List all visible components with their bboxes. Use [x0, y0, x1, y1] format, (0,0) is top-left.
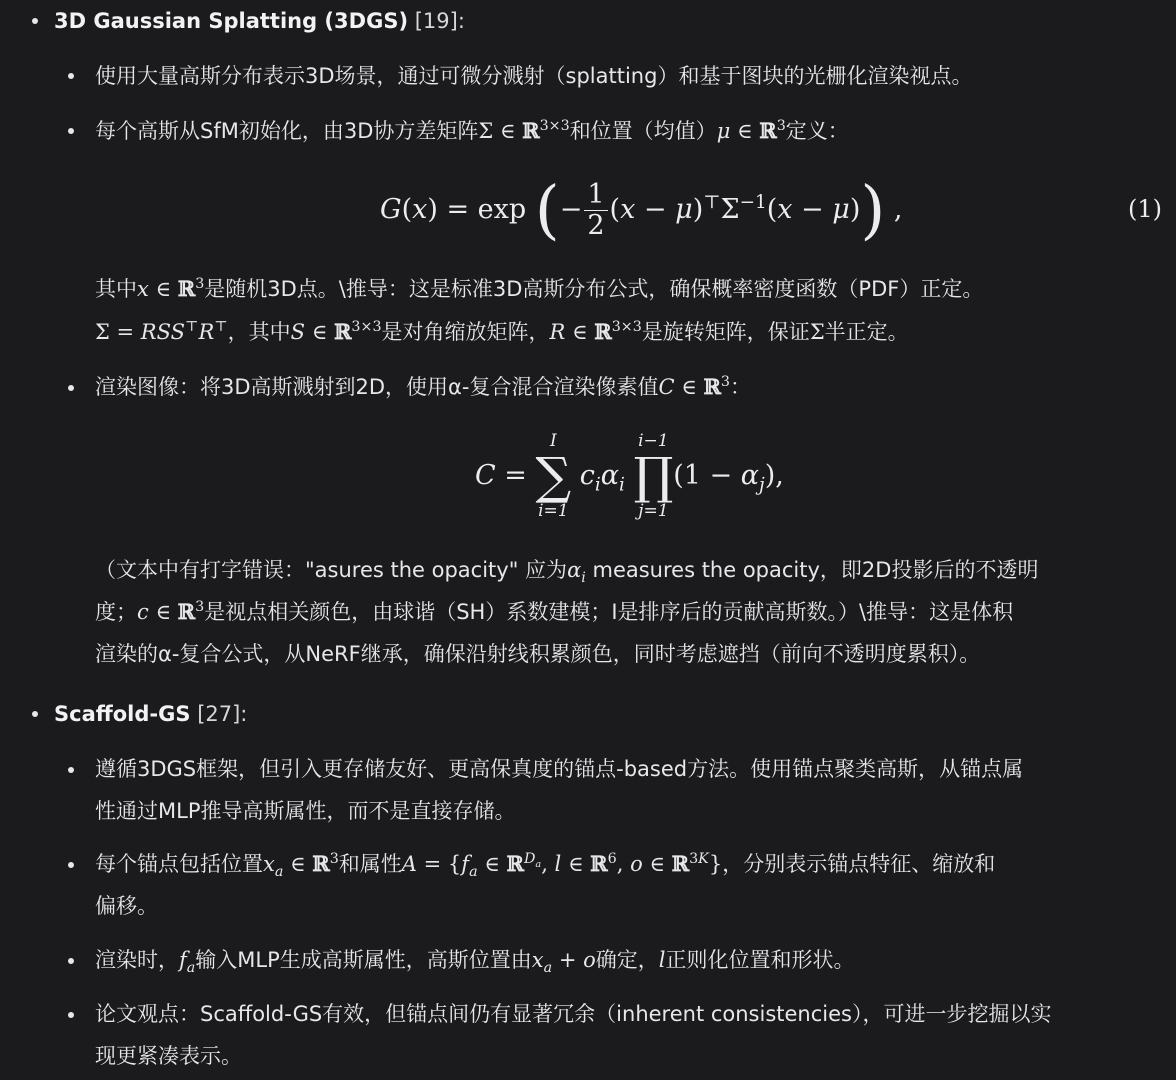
paragraph-line: 现更紧凑表示。 [95, 1044, 242, 1068]
section-heading-scaffold [54, 693, 247, 735]
list-item: 论文观点：Scaffold-GS有效，但锚点间仍有显著冗余（inherent consistencies），可进一步挖掘以实 [95, 1002, 1052, 1026]
list-item: 使用大量高斯分布表示3D场景，通过可微分溅射（splatting）和基于图块的光栅化渲染视点。 [95, 64, 973, 88]
paragraph-line: （文本中有打字错误："asures the opacity" 应为$\alpha_i$ measures the opacity，即2D投影后的不透明 [95, 558, 1039, 587]
bullet-item [68, 73, 74, 79]
bullet-section-3dgs [32, 18, 38, 24]
equation-alpha-compositing: C = I ∑ i=1 $c_i\alpha_i$ i−1 ∏ j=1 $(1 - \alpha_j)$, [475, 431, 784, 521]
bullet-item [68, 767, 74, 773]
list-item: 每个锚点包括位置$x_a$ ∈ ℝ$^3$和属性$A = \{f_a$ ∈ ℝ$^{D_a}$, l ∈ ℝ$^6$, o ∈ ℝ$^{3K}$}，分别表示锚点特征、缩放和 [95, 851, 996, 881]
bullet-item [68, 1012, 74, 1018]
bullet-item [68, 385, 74, 391]
paragraph-line: 偏移。 [95, 894, 158, 918]
paragraph-line: 其中x ∈ ℝ$^3$是随机3D点。\推导：这是标准3D高斯分布公式，确保概率密度函数（PDF）正定。 [95, 276, 984, 301]
math-inline: Σ = RSS⊤R⊤ [95, 319, 228, 344]
equation-number: (1) [1128, 195, 1162, 223]
citation-ref: [19]: [414, 9, 465, 33]
paragraph-line: 渲染的α-复合公式，从NeRF继承，确保沿射线积累颜色，同时考虑遮挡（前向不透明度累积）。 [95, 642, 981, 666]
equation-gaussian: G(x) = exp (− $\frac{1}{2}$ $(x - \mu)^⊤\Sigma^{-1}(x - \mu)$) , [380, 173, 903, 248]
math-inline: μ [716, 119, 731, 143]
bullet-item [68, 958, 74, 964]
paragraph-line: 度；c ∈ ℝ$^3$是视点相关颜色，由球谐（SH）系数建模；I是排序后的贡献高斯数。）\推导：这是体积 [95, 599, 1014, 624]
section-heading-3dgs [54, 0, 465, 42]
list-item: 每个高斯从SfM初始化，由3D协方差矩阵Σ ∈ ℝ$^{3\times 3}$和位置（均值）μ ∈ ℝ$^3$定义： [95, 118, 849, 143]
bullet-section-scaffold [32, 711, 38, 717]
math-inline: Σ ∈ ℝ$^{3\times 3}$ [478, 118, 570, 143]
list-item: 渲染图像：将3D高斯溅射到2D，使用α-复合混合渲染像素值C ∈ ℝ$^3$： [95, 374, 751, 399]
bullet-item [68, 862, 74, 868]
section-title: 3D Gaussian Splatting (3DGS) [54, 9, 409, 33]
list-item: 渲染时，$f_a$输入MLP生成高斯属性，高斯位置由$x_a + o$确定，l正则化位置和形状。 [95, 948, 855, 977]
bullet-item [68, 128, 74, 134]
paragraph-line: Σ = RSS⊤R⊤，其中S ∈ ℝ$^{3\times 3}$是对角缩放矩阵，R ∈ ℝ$^{3\times 3}$是旋转矩阵，保证Σ半正定。 [95, 319, 909, 344]
list-item: 遵循3DGS框架，但引入更存储友好、更高保真度的锚点-based方法。使用锚点聚类高斯，从锚点属 [95, 757, 1024, 781]
section-title: Scaffold-GS [54, 702, 191, 726]
citation-ref: [27]: [197, 702, 248, 726]
paragraph-line: 性通过MLP推导高斯属性，而不是直接存储。 [95, 799, 516, 823]
